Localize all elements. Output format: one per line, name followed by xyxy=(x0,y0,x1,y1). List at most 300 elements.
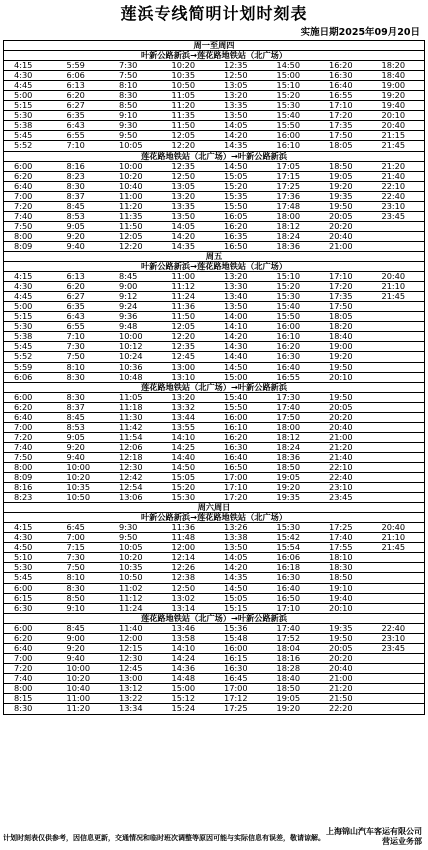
departure-time: 6:55 xyxy=(66,322,85,332)
departure-time: 20:05 xyxy=(329,211,353,221)
departure-time: 14:35 xyxy=(224,141,248,151)
departure-time: 14:35 xyxy=(171,241,196,251)
departure-time: 9:12 xyxy=(119,292,138,302)
departure-time: 8:45 xyxy=(119,272,138,282)
departure-time: 13:20 xyxy=(224,91,248,101)
departure-time: 7:40 xyxy=(14,673,33,683)
departure-time xyxy=(372,694,425,703)
departure-time xyxy=(372,553,425,562)
departure-time: 20:05 xyxy=(329,402,353,412)
table-row xyxy=(4,312,424,322)
departure-time: 16:45 xyxy=(224,673,248,683)
departure-time: 19:50 xyxy=(329,392,353,402)
departure-time: 23:45 xyxy=(329,493,353,503)
departure-time: 14:20 xyxy=(224,563,248,573)
table-row xyxy=(4,162,424,172)
departure-time: 9:40 xyxy=(66,241,85,251)
table-row xyxy=(4,644,424,654)
departure-time: 6:20 xyxy=(14,171,33,181)
departure-time: 10:20 xyxy=(119,553,143,563)
departure-time: 14:20 xyxy=(224,332,248,342)
departure-time: 21:10 xyxy=(381,533,406,543)
departure-time: 18:20 xyxy=(329,322,353,332)
departure-time: 13:22 xyxy=(119,694,143,704)
departure-time: 11:00 xyxy=(66,694,91,704)
departure-time: 14:10 xyxy=(224,322,248,332)
departure-time: 10:35 xyxy=(119,563,143,573)
departure-time: 17:20 xyxy=(329,282,353,292)
departure-time: 6:20 xyxy=(14,633,33,643)
departure-time: 15:42 xyxy=(276,533,301,543)
departure-time: 13:50 xyxy=(224,302,248,312)
departure-time: 18:40 xyxy=(381,71,406,81)
departure-time: 11:00 xyxy=(171,272,196,282)
departure-time: 10:24 xyxy=(119,352,143,362)
departure-time: 4:45 xyxy=(14,292,33,302)
departure-time: 5:45 xyxy=(14,573,33,583)
departure-time: 17:35 xyxy=(329,121,353,131)
departure-time: 18:36 xyxy=(276,241,301,251)
table-row xyxy=(4,563,424,573)
departure-time: 17:00 xyxy=(224,684,248,693)
departure-time: 18:16 xyxy=(276,653,301,663)
departure-time: 10:00 xyxy=(66,663,91,673)
departure-time: 15:50 xyxy=(276,312,301,322)
departure-time: 4:45 xyxy=(14,81,33,91)
page-title: 莲浜专线简明计划时刻表 xyxy=(120,4,308,23)
direction-header: 叶新公路新浜→莲花路地铁站（北广场） xyxy=(4,51,424,61)
departure-time: 17:40 xyxy=(276,402,301,412)
departure-time: 14:48 xyxy=(171,673,196,683)
departure-time: 11:50 xyxy=(119,221,143,231)
departure-time: 10:00 xyxy=(119,161,143,171)
departure-time: 9:50 xyxy=(119,131,138,141)
departure-time: 9:20 xyxy=(66,442,85,452)
table-row xyxy=(4,584,424,594)
table-row xyxy=(4,684,424,694)
departure-time: 13:20 xyxy=(171,191,196,201)
departure-time: 15:30 xyxy=(171,493,196,503)
departure-time: 14:20 xyxy=(224,131,248,141)
departure-time: 21:00 xyxy=(329,432,353,442)
direction-header: 莲花路地铁站（北广场）→叶新公路新浜 xyxy=(4,614,424,624)
departure-time: 15:35 xyxy=(224,191,248,201)
departure-time: 14:50 xyxy=(224,583,248,593)
departure-time: 17:52 xyxy=(276,633,301,643)
departure-time: 5:30 xyxy=(14,563,33,573)
table-row xyxy=(4,594,424,604)
departure-time: 19:20 xyxy=(329,181,353,191)
table-row xyxy=(4,81,424,91)
departure-time: 14:40 xyxy=(171,452,196,462)
departure-time: 12:26 xyxy=(171,563,196,573)
departure-time: 10:20 xyxy=(66,673,91,683)
table-row xyxy=(4,393,424,403)
departure-time: 6:40 xyxy=(14,181,33,191)
departure-time: 4:15 xyxy=(14,61,33,71)
departure-time: 14:10 xyxy=(171,432,196,442)
departure-time xyxy=(372,413,425,422)
departure-time: 19:40 xyxy=(329,593,353,603)
departure-time: 12:30 xyxy=(119,653,143,663)
table-row xyxy=(4,91,424,101)
departure-time: 17:10 xyxy=(329,101,353,111)
departure-time: 17:30 xyxy=(276,392,301,402)
departure-time: 18:40 xyxy=(329,332,353,342)
departure-time: 6:06 xyxy=(14,372,33,382)
departure-time: 6:15 xyxy=(14,593,33,603)
departure-time: 8:45 xyxy=(66,412,85,422)
departure-time: 12:15 xyxy=(119,643,143,653)
departure-time: 21:00 xyxy=(329,241,353,251)
departure-time: 13:58 xyxy=(171,633,196,643)
departure-time: 9:20 xyxy=(66,231,85,241)
departure-time: 7:00 xyxy=(66,533,85,543)
departure-time: 18:24 xyxy=(276,231,301,241)
department-name: 营运业务部 xyxy=(382,837,422,846)
departure-time: 15:20 xyxy=(276,91,301,101)
departure-time: 19:35 xyxy=(329,623,353,633)
departure-time: 18:10 xyxy=(329,553,353,563)
departure-time: 17:20 xyxy=(224,493,248,503)
departure-time: 8:30 xyxy=(14,704,33,714)
departure-time: 17:35 xyxy=(329,292,353,302)
departure-time: 17:40 xyxy=(329,533,353,543)
departure-time: 11:18 xyxy=(119,402,143,412)
table-row xyxy=(4,222,424,232)
departure-time: 15:40 xyxy=(276,302,301,312)
departure-time: 9:00 xyxy=(66,633,85,643)
departure-time: 16:50 xyxy=(224,241,248,251)
departure-time xyxy=(372,483,425,492)
departure-time: 12:05 xyxy=(119,231,143,241)
departure-time xyxy=(372,302,425,311)
departure-time xyxy=(372,674,425,683)
departure-time: 10:40 xyxy=(66,684,91,693)
departure-time: 14:05 xyxy=(224,121,248,131)
departure-time: 11:12 xyxy=(119,593,143,603)
departure-time: 18:50 xyxy=(329,573,353,583)
departure-time: 18:05 xyxy=(329,312,353,322)
table-row xyxy=(4,322,424,332)
departure-time: 4:30 xyxy=(14,71,33,81)
departure-time: 6:13 xyxy=(66,81,85,91)
departure-time: 7:50 xyxy=(66,563,85,573)
departure-time: 16:06 xyxy=(276,553,301,563)
departure-time: 19:00 xyxy=(381,81,406,91)
departure-time: 8:10 xyxy=(119,81,138,91)
departure-time: 7:30 xyxy=(119,61,138,71)
departure-time: 6:20 xyxy=(14,402,33,412)
departure-time: 14:25 xyxy=(171,442,196,452)
table-row xyxy=(4,101,424,111)
table-row xyxy=(4,453,424,463)
departure-time: 8:00 xyxy=(14,231,33,241)
departure-time: 15:40 xyxy=(224,392,248,402)
departure-time: 16:55 xyxy=(329,91,353,101)
departure-time: 8:30 xyxy=(66,181,85,191)
departure-time: 8:09 xyxy=(14,241,33,251)
departure-time: 10:05 xyxy=(119,141,143,151)
departure-time: 15:30 xyxy=(276,292,301,302)
departure-time: 4:30 xyxy=(14,282,33,292)
departure-time: 14:40 xyxy=(224,352,248,362)
departure-time: 19:50 xyxy=(329,633,353,643)
departure-time: 13:44 xyxy=(171,412,196,422)
departure-time: 19:20 xyxy=(276,704,301,714)
table-row xyxy=(4,403,424,413)
departure-time: 15:30 xyxy=(276,523,301,533)
departure-time: 17:48 xyxy=(276,201,301,211)
departure-time: 9:36 xyxy=(119,312,138,322)
departure-time xyxy=(372,473,425,482)
departure-time: 15:15 xyxy=(224,603,248,613)
table-row xyxy=(4,272,424,282)
departure-time: 6:06 xyxy=(66,71,85,81)
table-row xyxy=(4,282,424,292)
departure-time: 16:40 xyxy=(224,452,248,462)
departure-time: 22:10 xyxy=(381,181,406,191)
departure-time: 19:40 xyxy=(381,101,406,111)
departure-time xyxy=(372,493,425,502)
departure-time: 22:40 xyxy=(329,473,353,483)
departure-time: 14:50 xyxy=(224,161,248,171)
departure-time: 19:20 xyxy=(381,91,406,101)
departure-time: 8:09 xyxy=(14,473,33,483)
departure-time: 11:02 xyxy=(119,583,143,593)
departure-time: 8:10 xyxy=(66,362,85,372)
departure-time: 8:45 xyxy=(66,623,85,633)
departure-time: 16:35 xyxy=(224,231,248,241)
departure-time: 18:04 xyxy=(276,643,301,653)
departure-time: 6:00 xyxy=(14,161,33,171)
table-row xyxy=(4,212,424,222)
departure-time: 19:05 xyxy=(329,171,353,181)
departure-time: 23:45 xyxy=(381,643,406,653)
departure-time: 8:37 xyxy=(66,402,85,412)
departure-time xyxy=(372,594,425,603)
departure-time: 16:05 xyxy=(224,211,248,221)
departure-time xyxy=(372,604,425,613)
departure-time: 11:36 xyxy=(171,523,196,533)
departure-time: 12:45 xyxy=(171,352,196,362)
departure-time: 13:20 xyxy=(224,272,248,282)
departure-time xyxy=(372,573,425,582)
departure-time: 5:45 xyxy=(14,342,33,352)
departure-time: 17:50 xyxy=(329,302,353,312)
departure-time xyxy=(372,433,425,442)
departure-time: 7:10 xyxy=(66,141,85,151)
departure-time: 13:20 xyxy=(171,392,196,402)
table-row xyxy=(4,423,424,433)
departure-time: 8:16 xyxy=(66,161,85,171)
departure-time: 14:00 xyxy=(224,312,248,322)
departure-time: 8:50 xyxy=(119,101,138,111)
departure-time xyxy=(372,403,425,412)
departure-time: 15:50 xyxy=(276,121,301,131)
departure-time: 21:50 xyxy=(329,694,353,704)
departure-time xyxy=(372,443,425,452)
table-row xyxy=(4,624,424,634)
departure-time: 19:50 xyxy=(329,362,353,372)
departure-time: 16:40 xyxy=(276,362,301,372)
table-row xyxy=(4,332,424,342)
departure-time: 17:10 xyxy=(224,483,248,493)
departure-time: 12:35 xyxy=(171,161,196,171)
departure-time: 18:36 xyxy=(276,452,301,462)
departure-time: 6:35 xyxy=(66,111,85,121)
departure-time xyxy=(372,342,425,351)
departure-time: 15:00 xyxy=(224,372,248,382)
departure-time: 13:55 xyxy=(171,422,196,432)
departure-time: 14:30 xyxy=(224,342,248,352)
departure-time: 12:54 xyxy=(119,483,143,493)
table-row xyxy=(4,292,424,302)
departure-time: 13:10 xyxy=(171,372,196,382)
departure-time: 18:12 xyxy=(276,432,301,442)
departure-time: 11:20 xyxy=(171,101,196,111)
departure-time xyxy=(372,584,425,593)
departure-time: 10:00 xyxy=(66,462,91,472)
departure-time: 16:40 xyxy=(329,81,353,91)
departure-time: 5:52 xyxy=(14,352,33,362)
departure-time: 18:50 xyxy=(276,462,301,472)
departure-time: 7:50 xyxy=(119,71,138,81)
departure-time: 10:35 xyxy=(171,71,196,81)
departure-time: 10:05 xyxy=(119,543,143,553)
departure-time: 20:20 xyxy=(329,221,353,231)
departure-time: 6:55 xyxy=(66,131,85,141)
departure-time: 11:35 xyxy=(119,211,143,221)
departure-time: 18:12 xyxy=(276,221,301,231)
departure-time: 16:00 xyxy=(276,322,301,332)
departure-time: 17:05 xyxy=(276,161,301,171)
departure-time: 7:50 xyxy=(66,352,85,362)
departure-time: 9:10 xyxy=(66,603,85,613)
departure-time: 9:10 xyxy=(119,111,138,121)
departure-time: 8:53 xyxy=(66,211,85,221)
departure-time: 9:48 xyxy=(119,322,138,332)
departure-time: 13:05 xyxy=(224,81,248,91)
departure-time: 10:48 xyxy=(119,372,143,382)
departure-time: 13:06 xyxy=(119,493,143,503)
departure-time: 17:25 xyxy=(276,181,301,191)
departure-time: 8:30 xyxy=(66,372,85,382)
departure-time: 20:40 xyxy=(329,663,353,673)
departure-time: 16:30 xyxy=(276,573,301,583)
table-row xyxy=(4,533,424,543)
direction-header: 莲花路地铁站（北广场）→叶新公路新浜 xyxy=(4,383,424,393)
company-block xyxy=(326,827,422,847)
departure-time: 15:10 xyxy=(276,81,301,91)
period-header: 周五 xyxy=(4,252,424,262)
departure-time: 16:20 xyxy=(224,432,248,442)
departure-time: 16:10 xyxy=(224,422,248,432)
departure-time: 9:30 xyxy=(119,523,138,533)
departure-time: 10:00 xyxy=(119,332,143,342)
departure-time: 16:00 xyxy=(224,643,248,653)
departure-time: 12:30 xyxy=(119,462,143,472)
effective-date: 实施日期2025年09月20日 xyxy=(300,27,420,38)
departure-time: 12:06 xyxy=(119,442,143,452)
departure-time: 12:35 xyxy=(171,342,196,352)
table-row xyxy=(4,463,424,473)
departure-time: 9:05 xyxy=(66,221,85,231)
table-row xyxy=(4,433,424,443)
departure-time: 20:40 xyxy=(329,422,353,432)
departure-time: 20:10 xyxy=(329,372,353,382)
table-row xyxy=(4,141,424,151)
departure-time: 13:35 xyxy=(224,101,248,111)
departure-time: 22:40 xyxy=(381,191,406,201)
departure-time: 11:36 xyxy=(171,302,196,312)
departure-time: 18:50 xyxy=(329,161,353,171)
direction-header: 叶新公路新浜→莲花路地铁站（北广场） xyxy=(4,513,424,523)
departure-time: 7:20 xyxy=(14,432,33,442)
departure-time: 7:00 xyxy=(14,422,33,432)
departure-time: 6:27 xyxy=(66,292,85,302)
departure-time: 10:40 xyxy=(119,181,143,191)
table-row xyxy=(4,443,424,453)
departure-time: 23:10 xyxy=(381,201,406,211)
departure-time: 7:00 xyxy=(14,191,33,201)
company-name: 上海锦山汽车客运有限公司 xyxy=(326,827,422,836)
departure-time: 14:35 xyxy=(224,573,248,583)
departure-time: 5:15 xyxy=(14,312,33,322)
departure-time: 16:10 xyxy=(276,332,301,342)
departure-time: 11:50 xyxy=(171,312,196,322)
departure-time: 20:40 xyxy=(381,523,406,533)
departure-time: 13:14 xyxy=(171,603,196,613)
departure-time: 11:05 xyxy=(119,392,143,402)
departure-time: 7:10 xyxy=(66,332,85,342)
table-row xyxy=(4,182,424,192)
departure-time xyxy=(372,684,425,693)
departure-time: 23:10 xyxy=(381,633,406,643)
departure-time: 8:37 xyxy=(66,191,85,201)
departure-time: 19:20 xyxy=(276,483,301,493)
departure-time xyxy=(372,463,425,472)
departure-time: 19:50 xyxy=(329,201,353,211)
departure-time: 12:35 xyxy=(224,61,248,71)
departure-time: 19:00 xyxy=(329,342,353,352)
departure-time: 5:45 xyxy=(14,131,33,141)
departure-time: 14:50 xyxy=(224,362,248,372)
departure-time: 14:10 xyxy=(171,643,196,653)
departure-time: 11:20 xyxy=(119,201,143,211)
table-row xyxy=(4,121,424,131)
departure-time: 6:00 xyxy=(14,623,33,633)
departure-time: 11:05 xyxy=(171,91,196,101)
departure-time: 12:20 xyxy=(171,141,196,151)
departure-time: 14:20 xyxy=(171,231,196,241)
departure-time: 4:30 xyxy=(14,533,33,543)
table-row xyxy=(4,704,424,714)
departure-time: 16:50 xyxy=(276,593,301,603)
departure-time: 17:25 xyxy=(329,523,353,533)
departure-time: 8:15 xyxy=(14,694,33,704)
timetable xyxy=(3,40,425,715)
departure-time: 16:50 xyxy=(224,462,248,472)
departure-time: 15:48 xyxy=(224,633,248,643)
departure-time xyxy=(372,363,425,372)
departure-time: 17:40 xyxy=(276,623,301,633)
departure-time: 15:05 xyxy=(224,171,248,181)
departure-time: 8:23 xyxy=(14,493,33,503)
departure-time: 9:30 xyxy=(119,121,138,131)
table-row xyxy=(4,413,424,423)
departure-time xyxy=(372,242,425,251)
